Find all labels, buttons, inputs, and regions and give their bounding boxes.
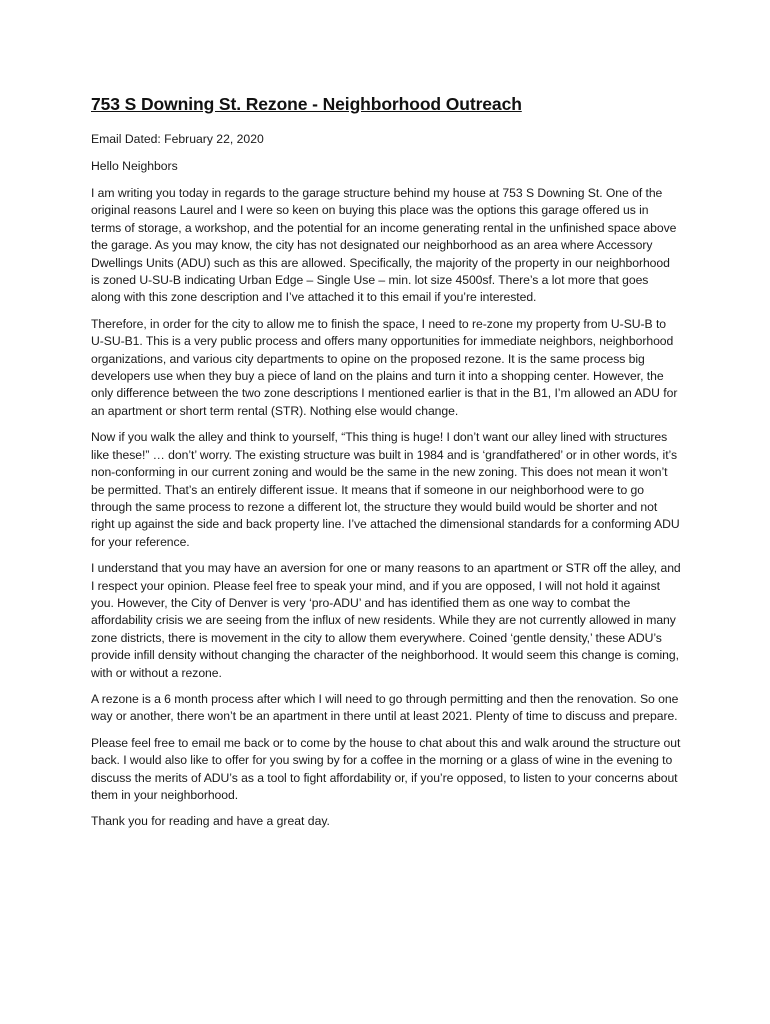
paragraph-timeline: A rezone is a 6 month process after which I will need to go through permitting and then the renovation. So one way or another, there won’t be an apartment in there until at least 2021. Plenty of time to discuss and prepare. — [91, 691, 679, 724]
email-date: Email Dated: February 22, 2020 — [91, 132, 264, 146]
paragraph-rezone-process: Therefore, in order for the city to allow me to finish the space, I need to re-zone my property from U-SU-B to U-SU-B1. This is a very public process and offers many opportunities for immediate neighbors, neighborhood organizations, and various city departments to opine on the proposed rezone. It is the same process big developers use when they buy a piece of land on the plains and turn it into a shopping center. However, the only difference between the two zone descriptions I mentioned earlier is that in the B1, I’m allowed an ADU for an apartment or short term rental (STR). Nothing else would change. — [91, 316, 678, 418]
page-title: 753 S Downing St. Rezone - Neighborhood Outreach — [91, 94, 522, 114]
paragraph-opinions: I understand that you may have an aversion for one or many reasons to an apartment or STR off the alley, and I respect your opinion. Please feel free to speak your mind, and if you are opposed, I will not hold it against you. However, the City of Denver is very ‘pro-ADU’ and has identified them as one way to combat the affordability crisis we are seeing from the influx of new residents. While they are not currently allowed in many zone districts, there is movement in the city to allow them everywhere. Coined ‘gentle density,’ these ADU’s provide infill density without changing the character of the neighborhood. It would seem this change is coming, with or without a rezone. — [91, 561, 681, 680]
paragraph-existing-structure: Now if you walk the alley and think to yourself, “This thing is huge! I don’t want our alley lined with structures like these!” … don’t’ worry. The existing structure was built in 1984 and is ‘grandfathered’ or in other words, it’s non-conforming in our current zoning and would be the same in the new zoning. This does not mean it won’t be permitted. That’s an entirely different issue. It means that if someone in our neighborhood were to go through the same process to rezone a different lot, the structure they would build would be shorter and not right up against the side and back property line. I’ve attached the dimensional standards for a conforming ADU for your reference. — [91, 430, 680, 549]
paragraph-invitation: Please feel free to email me back or to come by the house to chat about this and walk around the structure out back. I would also like to offer for you swing by for a coffee in the morning or a glass of wine in the evening to discuss the merits of ADU’s as a tool to fight affordability or, if you’re opposed, to listen to your concerns about them in your neighborhood. — [91, 735, 681, 802]
greeting: Hello Neighbors — [91, 159, 178, 173]
letter-page — [91, 94, 681, 830]
paragraph-intro: I am writing you today in regards to the garage structure behind my house at 753 S Downing St. One of the original reasons Laurel and I were so keen on buying this place was the options this garage offered us in terms of storage, a workshop, and the potential for an income generating rental in the unfinished space above the garage. As you may know, the city has not designated our neighborhood as an area where Accessory Dwellings Units (ADU) such as this are allowed. Specifically, the majority of the property in our neighborhood is zoned U-SU-B indicating Urban Edge – Single Use – min. lot size 4500sf. There’s a lot more that goes along with this zone description and I’ve attached it to this email if you’re interested. — [91, 186, 677, 305]
closing-line: Thank you for reading and have a great day. — [91, 814, 330, 829]
